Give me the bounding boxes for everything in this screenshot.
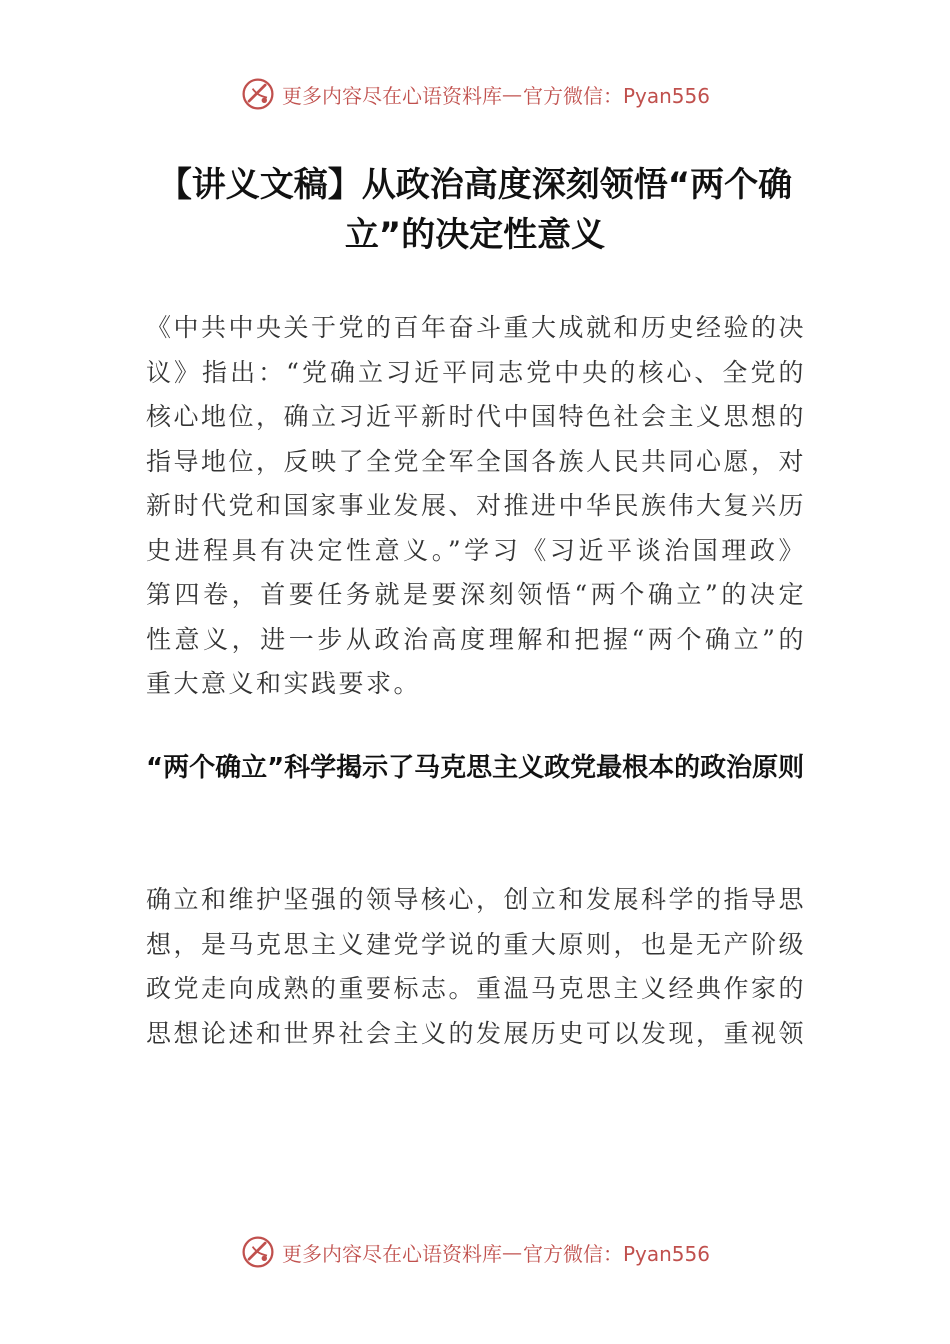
document-title: 【讲义文稿】从政治高度深刻领悟“两个确立”的决定性意义 — [157, 165, 793, 255]
section-heading: “两个确立”科学揭示了马克思主义政党最根本的政治原则 — [146, 753, 805, 783]
header-banner — [0, 72, 950, 116]
banner-separator: — — [501, 1240, 523, 1264]
brush-logo-icon — [240, 1234, 276, 1270]
banner-wechat: 官方微信：Pyan556 — [522, 1241, 710, 1266]
banner-text: 更多内容尽在心语资料库 — [281, 83, 502, 108]
paragraph-intro: 《中共中央关于党的百年奋斗重大成就和历史经验的决议》指出：“党确立习近平同志党中央的核心、全党的核心地位，确立习近平新时代中国特色社会主义思想的指导地位，反映了全党全军全国各族人民共同心愿，对新时代党和国家事业发展、对推进中华民族伟大复兴历史进程具有决定性意义。”学习《习近平谈治国理政》第四卷，首要任务就是要深刻领悟“两个确立”的决定性意义，进一步从政治高度理解和把握“两个确立”的重大意义和实践要求。 — [146, 313, 807, 698]
brush-logo-icon — [240, 76, 276, 112]
banner-separator: — — [501, 82, 523, 106]
paragraph-body: 确立和维护坚强的领导核心，创立和发展科学的指导思想，是马克思主义建党学说的重大原则，也是无产阶级政党走向成熟的重要标志。重温马克思主义经典作家的思想论述和世界社会主义的发展历史可以发现，重视领 — [146, 885, 807, 1048]
banner-wechat: 官方微信：Pyan556 — [522, 83, 710, 108]
footer-banner — [0, 1230, 950, 1274]
banner-text: 更多内容尽在心语资料库 — [281, 1241, 502, 1266]
